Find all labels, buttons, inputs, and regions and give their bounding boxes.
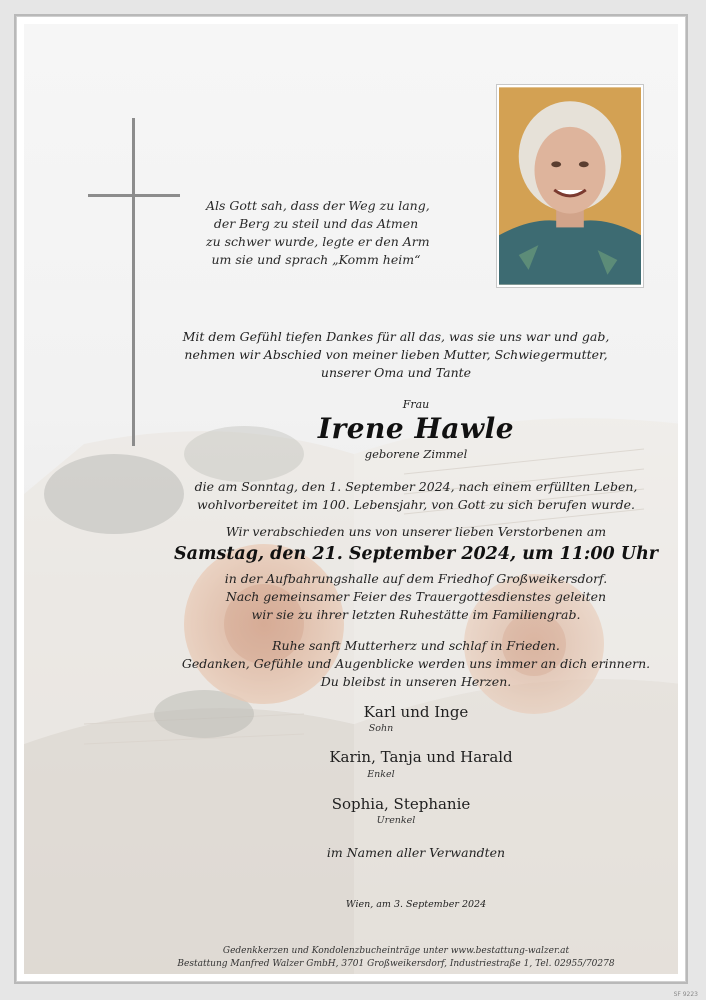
obituary-sheet [14,14,688,984]
place-and-date: Wien, am 3. September 2024 [345,899,487,910]
birth-name: geborene Zimmel [364,447,468,461]
intro-line: Mit dem Gefühl tiefen Dankes für all das, was sie uns war und gab, [182,329,610,344]
obituary-background [24,24,678,974]
death-notice-line: wohlvorbereitet im 100. Lebensjahr, von Gott zu sich berufen wurde. [197,497,635,512]
family-role-grandchildren: Enkel [367,769,395,780]
family-names-son: Karl und Inge [363,703,469,721]
rest-line: Gedanken, Gefühle und Augenblicke werden uns immer an dich erinnern. [181,656,651,671]
rest-text [166,637,666,691]
intro-line: unserer Oma und Tante [320,365,472,380]
family-role-son: Sohn [368,723,394,734]
verse-line: zu schwer wurde, legte er den Arm [206,234,430,249]
intro-text [156,328,636,382]
portrait-image [499,87,641,285]
funeral-location-line: Nach gemeinsamer Feier des Trauergottesdienstes geleiten [225,589,607,604]
footer-line: Gedenkkerzen und Kondolenzbucheinträge unter www.bestattung-walzer.at [222,946,570,956]
funeral-location [166,570,666,624]
verse-line: Als Gott sah, dass der Weg zu lang, [206,198,430,213]
form-code: SF 9223 [673,991,698,998]
verse [206,197,430,269]
deceased-name: Irene Hawle [317,412,515,445]
funeral-location-line: wir sie zu ihrer letzten Ruhestätte im Familiengrab. [251,607,581,622]
funeral-date: Samstag, den 21. September 2024, um 11:00 Uhr [173,544,659,564]
portrait-photo [496,84,644,288]
relatives-note: im Namen aller Verwandten [326,845,506,860]
verse-line: um sie und sprach „Komm heim“ [211,252,421,267]
footer [136,945,656,971]
cross-horizontal-bar [88,194,180,197]
rest-line: Du bleibst in unseren Herzen. [320,674,512,689]
funeral-location-line: in der Aufbahrungshalle auf dem Friedhof Großweikersdorf. [224,571,608,586]
salutation: Frau [402,398,430,411]
footer-line: Bestattung Manfred Walzer GmbH, 3701 Großweikersdorf, Industriestraße 1, Tel. 02955/70278 [177,959,615,969]
farewell-intro: Wir verabschieden uns von unserer lieben Verstorbenen am [225,524,607,539]
intro-line: nehmen wir Abschied von meiner lieben Mutter, Schwiegermutter, [184,347,608,362]
rest-line: Ruhe sanft Mutterherz und schlaf in Frieden. [272,638,560,653]
family-names-grandchildren: Karin, Tanja und Harald [329,748,513,766]
verse-line: der Berg zu steil und das Atmen [213,216,419,231]
family-names-great-grandchildren: Sophia, Stephanie [331,795,471,813]
death-notice-line: die am Sonntag, den 1. September 2024, nach einem erfüllten Leben, [194,479,638,494]
family-role-great-grandchildren: Urenkel [376,815,416,826]
cross-vertical-bar [132,118,135,446]
death-notice [166,478,666,514]
